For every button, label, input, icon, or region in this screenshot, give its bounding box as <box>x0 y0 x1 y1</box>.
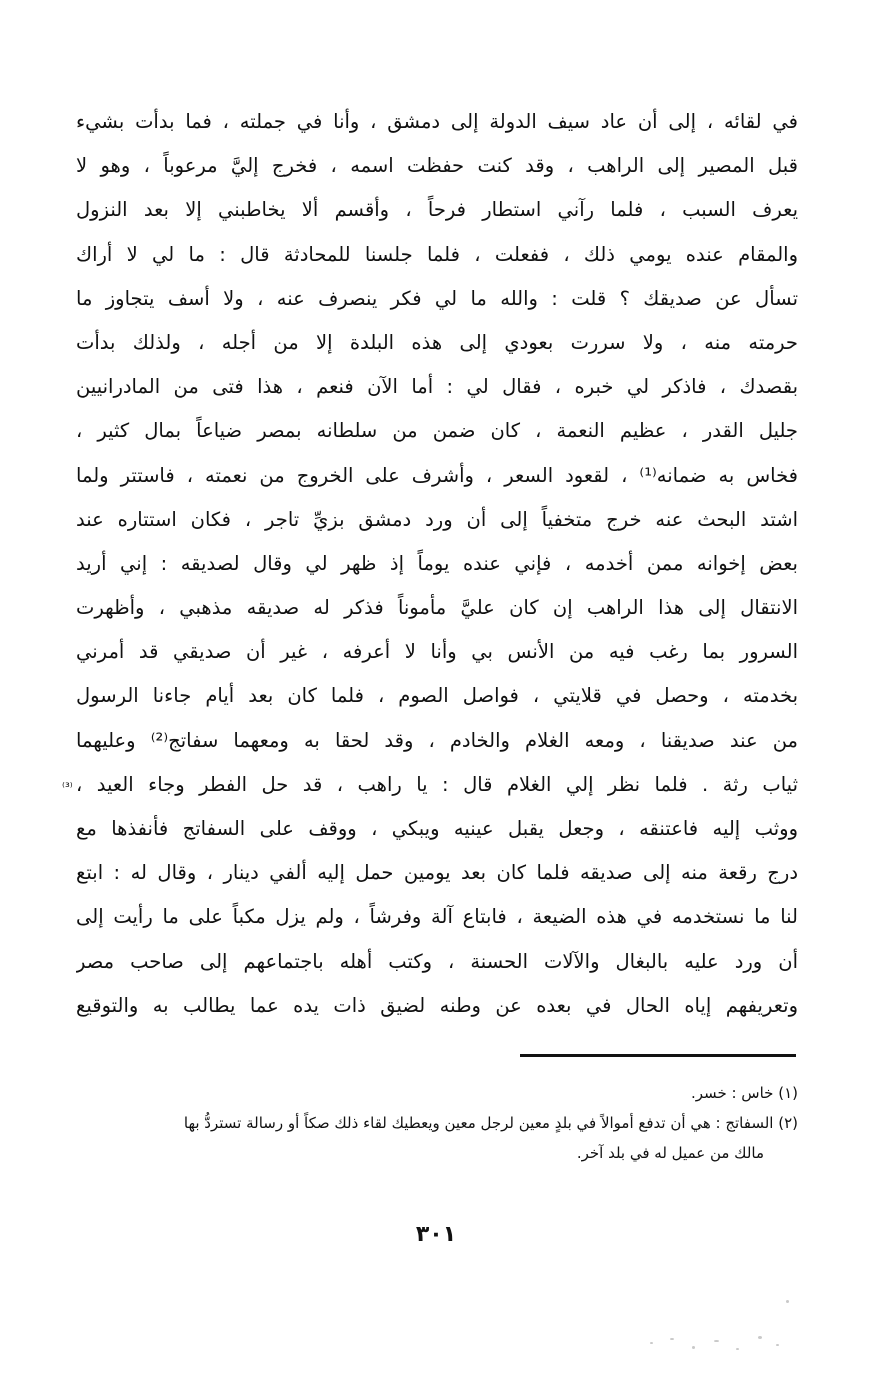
text-line: بخدمته ، وحصل في قلايتي ، فواصل الصوم ، فلما كان بعد أيام جاءنا الرسول <box>76 684 798 708</box>
footnote-1: (١) خاس : خسر. <box>691 1084 798 1102</box>
text-line: بقصدك ، فاذكر لي خبره ، فقال لي : أما الآن فنعم ، هذا فتى من المادرانيين <box>76 375 798 399</box>
text-line: من عند صديقنا ، ومعه الغلام والخادم ، وقد لحقا به ومعهما سفاتج⁽²⁾ وعليهما <box>76 728 798 752</box>
text-line: لنا ما نستخدمه في هذه الضيعة ، فابتاع آلة وفرشاً ، ولم يزل مكباً على ما رأيت إلى <box>76 905 798 929</box>
text-line: الانتقال إلى هذا الراهب إن كان عليَّ مأموناً فذكر له صديقه مذهبي ، وأظهرت <box>76 596 798 620</box>
text-line: اشتد البحث عنه خرج متخفياً إلى أن ورد دمشق بزيِّ تاجر ، فكان استتاره عند <box>76 507 798 531</box>
text-line: جليل القدر ، عظيم النعمة ، كان ضمن من سلطانه بمصر ضياعاً بمال كثير ، <box>76 419 798 443</box>
text-line: السرور بما رغب فيه من الأنس بي وأنا لا أعرفه ، غير أن صديقي قد أمرني <box>76 640 798 664</box>
page-number: ٣٠١ <box>415 1222 457 1247</box>
footnote-separator <box>520 1054 796 1057</box>
footnote-2-continuation: مالك من عميل له في بلد آخر. <box>576 1144 764 1162</box>
scan-artifact <box>640 1330 790 1360</box>
text-line: والمقام عنده يومي ذلك ، ففعلت ، فلما جلسنا للمحادثة قال : ما لي لا أراك <box>76 242 798 266</box>
text-line: يعرف السبب ، فلما رآني استطار فرحاً ، وأقسم ألا يخاطبني إلا بعد النزول <box>76 198 798 222</box>
text-line: ثياب رثة . فلما نظر إلي الغلام قال : يا راهب ، قد حل الفطر وجاء العيد ، <box>76 772 798 796</box>
text-line: فخاس به ضمانه⁽¹⁾ ، لقعود السعر ، وأشرف على الخروج من نعمته ، فاستتر ولما <box>76 463 798 487</box>
text-line: بعض إخوانه ممن أخدمه ، فإني عنده يوماً إذ ظهر لي وقال لصديقه : إني أريد <box>76 551 798 575</box>
text-line: حرمته منه ، ولا سررت بعودي إلى هذه البلدة إلا من أجله ، ولذلك بدأت <box>76 330 798 354</box>
text-line: درج رقعة منه إلى صديقه فلما كان بعد يومين حمل إليه ألفي دينار ، وقال له : ابتع <box>76 861 798 885</box>
text-line: أن ورد عليه بالبغال والآلات الحسنة ، وكتب أهله باجتماعهم إلى صاحب مصر <box>76 949 798 973</box>
footnote-marker-3: ⁽³⁾ <box>62 780 73 794</box>
text-line: في لقائه ، إلى أن عاد سيف الدولة إلى دمشق ، وأنا في جملته ، فما بدأت بشيء <box>76 110 798 133</box>
footnote-2: (٢) السفاتج : هي أن تدفع أموالاً في بلدٍ معين لرجل معين ويعطيك لقاء ذلك صكاً أو رسالة تستردُّ بها <box>183 1114 798 1132</box>
main-text-block <box>76 100 798 1028</box>
footnotes <box>70 1078 798 1168</box>
text-line: تسأل عن صديقك ؟ قلت : والله ما لي فكر ينصرف عنه ، ولا أسف يتجاوز ما <box>76 286 798 310</box>
text-line: وتعريفهم إياه الحال في بعده عن وطنه لضيق ذات يده عما يطالب به والتوقيع <box>76 993 798 1017</box>
text-line: ووثب إليه فاعتنقه ، وجعل يقبل عينيه ويبكي ، ووقف على السفاتج فأنفذها مع <box>76 817 798 840</box>
text-line: قبل المصير إلى الراهب ، وقد كنت حفظت اسمه ، فخرج إليَّ مرعوباً ، وهو لا <box>76 154 798 178</box>
